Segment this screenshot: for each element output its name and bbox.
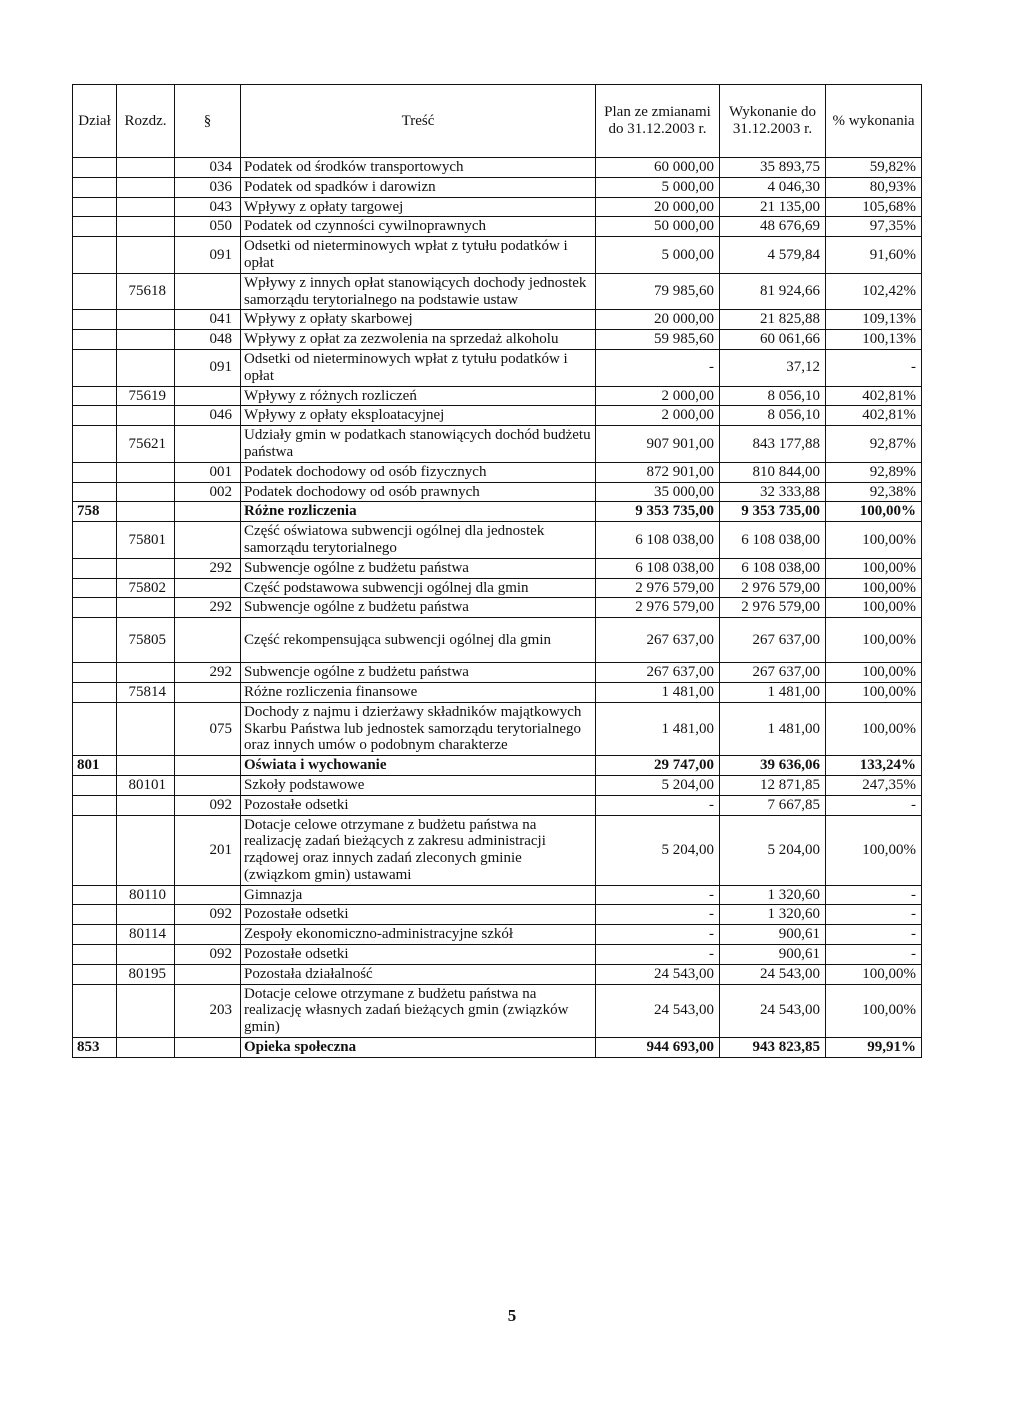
cell-plan: 267 637,00: [596, 618, 720, 663]
cell-wykonanie: 6 108 038,00: [720, 522, 826, 559]
cell-plan: 907 901,00: [596, 426, 720, 463]
table-row: [73, 795, 922, 815]
cell-paragraph: [175, 682, 241, 702]
cell-tresc: Udziały gmin w podatkach stanowiących dochód budżetu państwa: [241, 426, 596, 463]
cell-rozdz: 75619: [117, 386, 175, 406]
table-row: [73, 522, 922, 559]
cell-tresc: Szkoły podstawowe: [241, 775, 596, 795]
table-row: [73, 273, 922, 310]
cell-wykonanie: 60 061,66: [720, 330, 826, 350]
cell-plan: 5 204,00: [596, 775, 720, 795]
table-row: [73, 885, 922, 905]
cell-tresc: Subwencje ogólne z budżetu państwa: [241, 558, 596, 578]
cell-tresc: Dotacje celowe otrzymane z budżetu państwa na realizację zadań bieżących z zakresu administracji rządowej oraz innych zadań zleconych gminie (związkom gmin) ustawami: [241, 815, 596, 885]
cell-tresc: Wpływy z różnych rozliczeń: [241, 386, 596, 406]
cell-plan: 2 976 579,00: [596, 598, 720, 618]
cell-rozdz: [117, 984, 175, 1037]
cell-paragraph: 002: [175, 482, 241, 502]
table-row: [73, 663, 922, 683]
table-row: [73, 775, 922, 795]
table-row: [73, 682, 922, 702]
cell-dzial: [73, 330, 117, 350]
cell-rozdz: [117, 663, 175, 683]
cell-plan: 1 481,00: [596, 682, 720, 702]
cell-dzial: [73, 426, 117, 463]
cell-tresc: Wpływy z opłaty targowej: [241, 197, 596, 217]
cell-procent: 100,00%: [826, 522, 922, 559]
cell-paragraph: [175, 775, 241, 795]
cell-plan: 6 108 038,00: [596, 522, 720, 559]
cell-dzial: [73, 905, 117, 925]
table-row: [73, 702, 922, 755]
cell-procent: 100,00%: [826, 578, 922, 598]
cell-paragraph: [175, 426, 241, 463]
cell-dzial: [73, 964, 117, 984]
cell-dzial: [73, 945, 117, 965]
table-row: [73, 462, 922, 482]
cell-rozdz: [117, 237, 175, 274]
cell-procent: 59,82%: [826, 158, 922, 178]
cell-rozdz: 80114: [117, 925, 175, 945]
cell-plan: 9 353 735,00: [596, 502, 720, 522]
cell-tresc: Pozostała działalność: [241, 964, 596, 984]
cell-rozdz: [117, 815, 175, 885]
cell-plan: 24 543,00: [596, 964, 720, 984]
cell-paragraph: 092: [175, 945, 241, 965]
cell-dzial: [73, 217, 117, 237]
cell-paragraph: 048: [175, 330, 241, 350]
cell-paragraph: 292: [175, 598, 241, 618]
cell-procent: 109,13%: [826, 310, 922, 330]
cell-tresc: Podatek od czynności cywilnoprawnych: [241, 217, 596, 237]
cell-rozdz: [117, 330, 175, 350]
cell-plan: -: [596, 795, 720, 815]
cell-procent: 100,00%: [826, 984, 922, 1037]
cell-tresc: Oświata i wychowanie: [241, 756, 596, 776]
cell-paragraph: 203: [175, 984, 241, 1037]
cell-wykonanie: 900,61: [720, 925, 826, 945]
cell-procent: 247,35%: [826, 775, 922, 795]
cell-tresc: Część podstawowa subwencji ogólnej dla gmin: [241, 578, 596, 598]
header-rozdz: Rozdz.: [117, 85, 175, 158]
cell-wykonanie: 267 637,00: [720, 618, 826, 663]
cell-paragraph: 091: [175, 237, 241, 274]
cell-tresc: Wpływy z opłat za zezwolenia na sprzedaż alkoholu: [241, 330, 596, 350]
cell-paragraph: [175, 964, 241, 984]
cell-wykonanie: 900,61: [720, 945, 826, 965]
cell-plan: 2 000,00: [596, 386, 720, 406]
cell-wykonanie: 1 320,60: [720, 885, 826, 905]
table-row: [73, 598, 922, 618]
cell-rozdz: 75814: [117, 682, 175, 702]
cell-tresc: Opieka społeczna: [241, 1038, 596, 1058]
cell-paragraph: [175, 756, 241, 776]
cell-paragraph: 046: [175, 406, 241, 426]
cell-dzial: [73, 682, 117, 702]
table-body: [73, 158, 922, 1058]
cell-rozdz: 75805: [117, 618, 175, 663]
cell-wykonanie: 39 636,06: [720, 756, 826, 776]
cell-wykonanie: 32 333,88: [720, 482, 826, 502]
cell-rozdz: 75802: [117, 578, 175, 598]
cell-dzial: [73, 598, 117, 618]
cell-rozdz: [117, 795, 175, 815]
cell-dzial: [73, 522, 117, 559]
cell-rozdz: 75801: [117, 522, 175, 559]
cell-tresc: Różne rozliczenia finansowe: [241, 682, 596, 702]
cell-procent: 402,81%: [826, 386, 922, 406]
cell-paragraph: [175, 1038, 241, 1058]
table-row: [73, 406, 922, 426]
cell-wykonanie: 12 871,85: [720, 775, 826, 795]
cell-dzial: [73, 273, 117, 310]
cell-rozdz: [117, 905, 175, 925]
cell-procent: -: [826, 349, 922, 386]
cell-wykonanie: 37,12: [720, 349, 826, 386]
cell-rozdz: [117, 406, 175, 426]
cell-wykonanie: 2 976 579,00: [720, 598, 826, 618]
cell-tresc: Podatek od środków transportowych: [241, 158, 596, 178]
page-number: 5: [507, 1306, 517, 1325]
cell-procent: -: [826, 905, 922, 925]
cell-plan: 944 693,00: [596, 1038, 720, 1058]
cell-wykonanie: 5 204,00: [720, 815, 826, 885]
cell-dzial: [73, 482, 117, 502]
cell-wykonanie: 24 543,00: [720, 964, 826, 984]
cell-procent: 92,87%: [826, 426, 922, 463]
table-row: [73, 984, 922, 1037]
cell-dzial: [73, 237, 117, 274]
cell-tresc: Gimnazja: [241, 885, 596, 905]
cell-procent: 105,68%: [826, 197, 922, 217]
cell-dzial: [73, 406, 117, 426]
cell-procent: 92,89%: [826, 462, 922, 482]
cell-tresc: Część oświatowa subwencji ogólnej dla jednostek samorządu terytorialnego: [241, 522, 596, 559]
cell-paragraph: [175, 502, 241, 522]
cell-rozdz: [117, 217, 175, 237]
cell-procent: 100,00%: [826, 598, 922, 618]
cell-procent: 100,13%: [826, 330, 922, 350]
cell-paragraph: 036: [175, 177, 241, 197]
cell-wykonanie: 1 481,00: [720, 702, 826, 755]
cell-wykonanie: 267 637,00: [720, 663, 826, 683]
cell-wykonanie: 9 353 735,00: [720, 502, 826, 522]
cell-plan: 20 000,00: [596, 310, 720, 330]
cell-tresc: Odsetki od nieterminowych wpłat z tytułu podatków i opłat: [241, 349, 596, 386]
cell-rozdz: [117, 598, 175, 618]
table-row: [73, 177, 922, 197]
cell-plan: -: [596, 885, 720, 905]
cell-procent: 100,00%: [826, 663, 922, 683]
cell-dzial: [73, 310, 117, 330]
cell-plan: 5 000,00: [596, 237, 720, 274]
cell-paragraph: [175, 578, 241, 598]
cell-rozdz: [117, 1038, 175, 1058]
cell-dzial: [73, 775, 117, 795]
cell-rozdz: [117, 158, 175, 178]
cell-dzial: [73, 618, 117, 663]
cell-plan: 6 108 038,00: [596, 558, 720, 578]
cell-wykonanie: 8 056,10: [720, 406, 826, 426]
cell-tresc: Dochody z najmu i dzierżawy składników majątkowych Skarbu Państwa lub jednostek samorządu terytorialnego oraz innych umów o podobnym charakterze: [241, 702, 596, 755]
cell-wykonanie: 48 676,69: [720, 217, 826, 237]
cell-procent: 99,91%: [826, 1038, 922, 1058]
cell-plan: 872 901,00: [596, 462, 720, 482]
cell-tresc: Pozostałe odsetki: [241, 905, 596, 925]
cell-rozdz: [117, 177, 175, 197]
cell-tresc: Subwencje ogólne z budżetu państwa: [241, 663, 596, 683]
cell-rozdz: [117, 462, 175, 482]
cell-rozdz: 80101: [117, 775, 175, 795]
cell-paragraph: 001: [175, 462, 241, 482]
cell-dzial: 801: [73, 756, 117, 776]
cell-wykonanie: 81 924,66: [720, 273, 826, 310]
cell-rozdz: 80110: [117, 885, 175, 905]
cell-dzial: [73, 386, 117, 406]
cell-tresc: Odsetki od nieterminowych wpłat z tytułu podatków i opłat: [241, 237, 596, 274]
cell-dzial: [73, 795, 117, 815]
cell-wykonanie: 21 825,88: [720, 310, 826, 330]
cell-wykonanie: 7 667,85: [720, 795, 826, 815]
header-dzial: Dział: [73, 85, 117, 158]
cell-plan: 2 000,00: [596, 406, 720, 426]
cell-paragraph: 075: [175, 702, 241, 755]
cell-tresc: Dotacje celowe otrzymane z budżetu państwa na realizację własnych zadań bieżących gmin (związków gmin): [241, 984, 596, 1037]
cell-tresc: Subwencje ogólne z budżetu państwa: [241, 598, 596, 618]
header-wykonanie: Wykonanie do 31.12.2003 r.: [720, 85, 826, 158]
cell-procent: 100,00%: [826, 815, 922, 885]
cell-dzial: [73, 578, 117, 598]
cell-dzial: [73, 558, 117, 578]
cell-dzial: [73, 702, 117, 755]
cell-plan: 35 000,00: [596, 482, 720, 502]
cell-paragraph: 092: [175, 905, 241, 925]
cell-rozdz: 75621: [117, 426, 175, 463]
cell-dzial: [73, 462, 117, 482]
table-row: [73, 815, 922, 885]
cell-procent: 91,60%: [826, 237, 922, 274]
cell-procent: 100,00%: [826, 618, 922, 663]
cell-procent: 97,35%: [826, 217, 922, 237]
budget-table: [72, 84, 922, 1058]
cell-plan: 60 000,00: [596, 158, 720, 178]
cell-plan: -: [596, 945, 720, 965]
cell-paragraph: 041: [175, 310, 241, 330]
cell-rozdz: [117, 482, 175, 502]
cell-plan: -: [596, 905, 720, 925]
table-row: [73, 925, 922, 945]
cell-rozdz: 75618: [117, 273, 175, 310]
cell-dzial: 853: [73, 1038, 117, 1058]
cell-procent: 133,24%: [826, 756, 922, 776]
cell-tresc: Część rekompensująca subwencji ogólnej dla gmin: [241, 618, 596, 663]
cell-procent: -: [826, 885, 922, 905]
cell-rozdz: [117, 502, 175, 522]
cell-rozdz: [117, 702, 175, 755]
cell-dzial: [73, 925, 117, 945]
table-row: [73, 905, 922, 925]
cell-tresc: Podatek od spadków i darowizn: [241, 177, 596, 197]
cell-procent: 100,00%: [826, 558, 922, 578]
cell-plan: 50 000,00: [596, 217, 720, 237]
cell-paragraph: [175, 522, 241, 559]
cell-rozdz: [117, 945, 175, 965]
table-row-dzial: [73, 756, 922, 776]
cell-rozdz: [117, 349, 175, 386]
cell-dzial: [73, 885, 117, 905]
table-row: [73, 310, 922, 330]
cell-wykonanie: 6 108 038,00: [720, 558, 826, 578]
cell-paragraph: [175, 386, 241, 406]
cell-wykonanie: 810 844,00: [720, 462, 826, 482]
cell-wykonanie: 2 976 579,00: [720, 578, 826, 598]
cell-paragraph: 050: [175, 217, 241, 237]
cell-dzial: [73, 158, 117, 178]
cell-dzial: [73, 177, 117, 197]
cell-plan: 5 204,00: [596, 815, 720, 885]
cell-dzial: [73, 197, 117, 217]
cell-wykonanie: 4 046,30: [720, 177, 826, 197]
cell-wykonanie: 1 320,60: [720, 905, 826, 925]
cell-paragraph: 201: [175, 815, 241, 885]
cell-procent: -: [826, 795, 922, 815]
cell-dzial: [73, 815, 117, 885]
cell-dzial: 758: [73, 502, 117, 522]
cell-plan: 29 747,00: [596, 756, 720, 776]
table-row: [73, 197, 922, 217]
cell-rozdz: 80195: [117, 964, 175, 984]
table-header-row: [73, 85, 922, 158]
cell-plan: -: [596, 925, 720, 945]
cell-paragraph: 292: [175, 663, 241, 683]
cell-tresc: Pozostałe odsetki: [241, 795, 596, 815]
cell-paragraph: [175, 925, 241, 945]
cell-procent: 100,00%: [826, 964, 922, 984]
cell-wykonanie: 4 579,84: [720, 237, 826, 274]
cell-procent: -: [826, 925, 922, 945]
cell-plan: 5 000,00: [596, 177, 720, 197]
table-row: [73, 237, 922, 274]
cell-procent: 100,00%: [826, 682, 922, 702]
header-paragraph: §: [175, 85, 241, 158]
cell-plan: 79 985,60: [596, 273, 720, 310]
cell-paragraph: [175, 885, 241, 905]
table-row: [73, 618, 922, 663]
cell-wykonanie: 24 543,00: [720, 984, 826, 1037]
table-row-dzial: [73, 502, 922, 522]
cell-wykonanie: 35 893,75: [720, 158, 826, 178]
table-row: [73, 964, 922, 984]
cell-rozdz: [117, 756, 175, 776]
cell-tresc: Różne rozliczenia: [241, 502, 596, 522]
header-tresc: Treść: [241, 85, 596, 158]
cell-paragraph: [175, 618, 241, 663]
cell-procent: -: [826, 945, 922, 965]
table-row: [73, 330, 922, 350]
cell-wykonanie: 1 481,00: [720, 682, 826, 702]
header-plan: Plan ze zmianami do 31.12.2003 r.: [596, 85, 720, 158]
cell-tresc: Wpływy z innych opłat stanowiących dochody jednostek samorządu terytorialnego na podstawie ustaw: [241, 273, 596, 310]
cell-dzial: [73, 663, 117, 683]
table-row: [73, 158, 922, 178]
cell-plan: -: [596, 349, 720, 386]
cell-tresc: Wpływy z opłaty skarbowej: [241, 310, 596, 330]
cell-paragraph: 091: [175, 349, 241, 386]
table-row: [73, 945, 922, 965]
table-row: [73, 386, 922, 406]
cell-dzial: [73, 349, 117, 386]
table-row: [73, 558, 922, 578]
cell-plan: 24 543,00: [596, 984, 720, 1037]
cell-procent: 92,38%: [826, 482, 922, 502]
cell-plan: 1 481,00: [596, 702, 720, 755]
cell-paragraph: 043: [175, 197, 241, 217]
table-row: [73, 578, 922, 598]
cell-procent: 402,81%: [826, 406, 922, 426]
table-row-dzial: [73, 1038, 922, 1058]
cell-plan: 2 976 579,00: [596, 578, 720, 598]
cell-plan: 20 000,00: [596, 197, 720, 217]
cell-dzial: [73, 984, 117, 1037]
cell-procent: 80,93%: [826, 177, 922, 197]
header-procent: % wykonania: [826, 85, 922, 158]
cell-tresc: Wpływy z opłaty eksploatacyjnej: [241, 406, 596, 426]
cell-tresc: Zespoły ekonomiczno-administracyjne szkół: [241, 925, 596, 945]
cell-paragraph: 092: [175, 795, 241, 815]
cell-wykonanie: 843 177,88: [720, 426, 826, 463]
cell-rozdz: [117, 558, 175, 578]
cell-rozdz: [117, 310, 175, 330]
cell-procent: 100,00%: [826, 702, 922, 755]
cell-tresc: Podatek dochodowy od osób prawnych: [241, 482, 596, 502]
cell-procent: 102,42%: [826, 273, 922, 310]
table-row: [73, 217, 922, 237]
cell-wykonanie: 8 056,10: [720, 386, 826, 406]
cell-paragraph: [175, 273, 241, 310]
cell-tresc: Pozostałe odsetki: [241, 945, 596, 965]
cell-tresc: Podatek dochodowy od osób fizycznych: [241, 462, 596, 482]
cell-rozdz: [117, 197, 175, 217]
cell-wykonanie: 21 135,00: [720, 197, 826, 217]
cell-plan: 59 985,60: [596, 330, 720, 350]
table-row: [73, 349, 922, 386]
cell-procent: 100,00%: [826, 502, 922, 522]
cell-plan: 267 637,00: [596, 663, 720, 683]
table-row: [73, 426, 922, 463]
cell-paragraph: 292: [175, 558, 241, 578]
cell-wykonanie: 943 823,85: [720, 1038, 826, 1058]
cell-paragraph: 034: [175, 158, 241, 178]
table-row: [73, 482, 922, 502]
